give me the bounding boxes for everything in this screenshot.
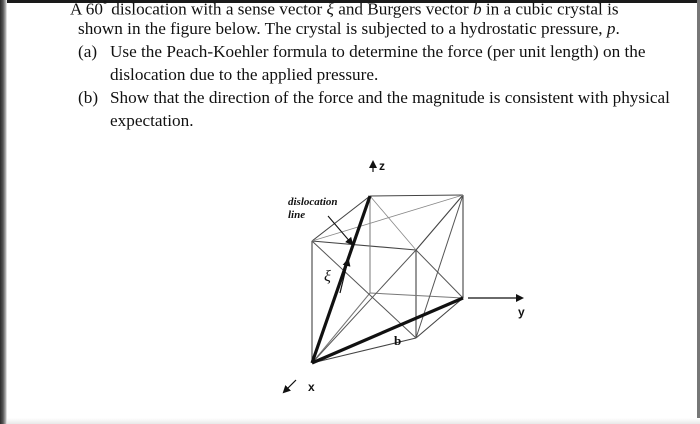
y-axis-label: y xyxy=(518,305,525,319)
degree-symbol: ° xyxy=(102,0,107,11)
problem-text: . xyxy=(615,19,620,38)
part-b-text: Show that the direction of the force and the magnitude is consistent with physical xyxy=(110,88,670,107)
problem-text: shown in the figure below. The crystal is subjected to a hydrostatic pressure, xyxy=(78,19,607,38)
face-diagonal xyxy=(370,196,416,250)
dislocation-label: dislocation xyxy=(288,196,338,208)
part-b-continuation: expectation. xyxy=(110,111,194,130)
problem-text: A 60 xyxy=(70,0,103,19)
face-diagonal xyxy=(416,250,463,298)
burgers-vector-line xyxy=(312,298,463,363)
x-axis xyxy=(284,380,296,392)
cube-edge xyxy=(312,241,416,250)
part-a-label: (a) xyxy=(78,42,98,61)
cube-edge xyxy=(416,195,463,250)
part-b xyxy=(78,86,670,109)
cube-edge xyxy=(370,195,463,196)
dislocation-line xyxy=(312,196,370,363)
cube-edge xyxy=(312,293,370,363)
x-axis-label: x xyxy=(308,380,315,394)
problem-text: dislocation with a sense vector xyxy=(106,0,327,19)
part-a-text: Use the Peach-Koehler formula to determine the force (per unit length) on the xyxy=(110,42,646,61)
screen-left-edge xyxy=(0,0,7,424)
part-a-continuation: dislocation due to the applied pressure. xyxy=(110,65,379,84)
problem-line-2 xyxy=(78,17,620,40)
b-label: b xyxy=(394,333,402,348)
z-axis-label: z xyxy=(379,159,385,173)
problem-text: and Burgers vector xyxy=(333,0,473,19)
burgers-vector-symbol: b xyxy=(472,0,482,19)
sense-vector-symbol: ξ xyxy=(326,0,334,19)
part-a xyxy=(78,40,645,63)
screen-bottom-edge xyxy=(7,418,700,424)
pressure-symbol: p xyxy=(606,19,616,38)
line-label: line xyxy=(288,209,306,221)
part-b-label: (b) xyxy=(78,88,99,107)
xi-label: ξ xyxy=(324,268,331,285)
dislocation-figure xyxy=(270,158,540,408)
problem-text: in a cubic crystal is xyxy=(481,0,619,19)
